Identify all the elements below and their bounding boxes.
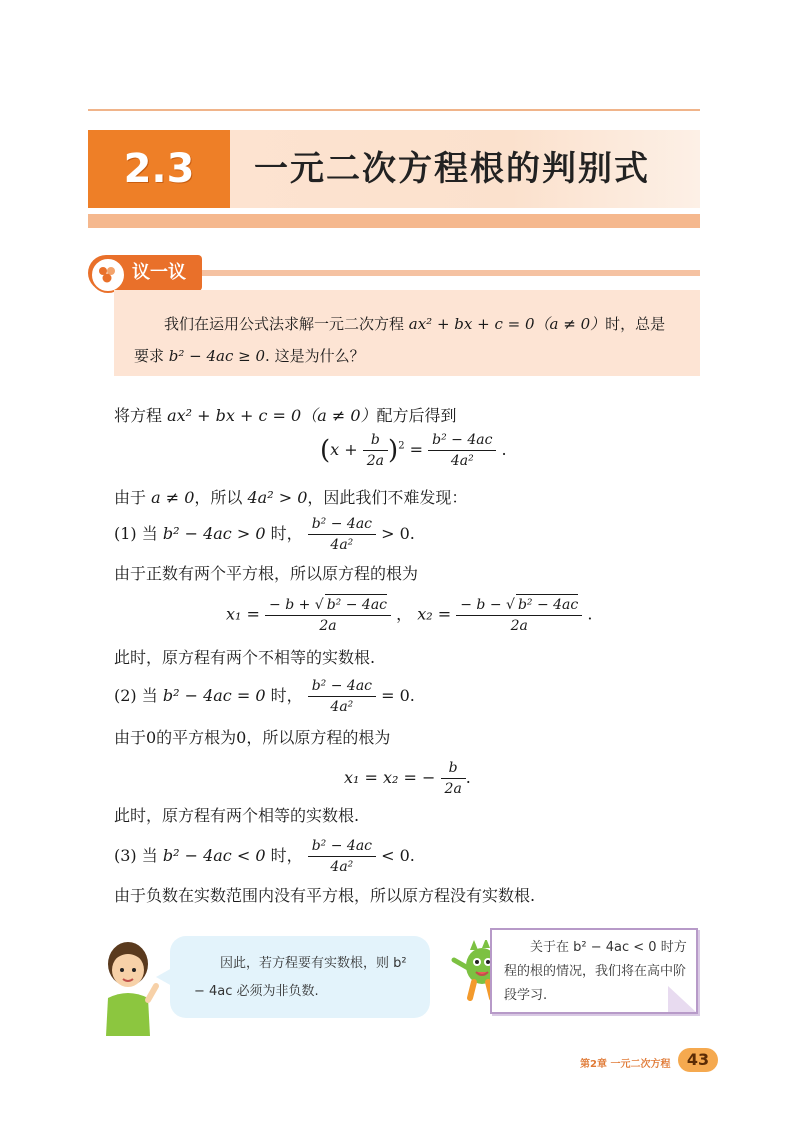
page-number: 43 (678, 1048, 718, 1072)
case-3: (3) 当 b² − 4ac < 0 时， $\frac{\text{b² − 4ac}}{\text{4a²}}$ < 0. (114, 838, 415, 875)
equal-roots-formula: x₁ = x₂ = − $\frac{b}{2a}$ . (344, 760, 471, 797)
case-2-line-2: 由于0的平方根为0，所以原方程的根为 (114, 728, 391, 747)
note-card (490, 928, 698, 1014)
bubble-text: 因此，若方程要有实数根，则 b² − 4ac 必须为非负数. (194, 956, 407, 999)
note-text: 关于在 b² − 4ac < 0 时方程的根的情况，我们将在高中阶段学习. (504, 940, 687, 1003)
discuss-text: 我们在运用公式法求解一元二次方程 ax² + bx + c = 0（a ≠ 0）时，总是要求 b² − 4ac ≥ 0. 这是为什么？ (134, 315, 666, 365)
discuss-label: 议一议 (132, 262, 186, 283)
case-1: (1) 当 b² − 4ac > 0 时， $\frac{\text{b² − 4ac}}{\text{4a²}}$ > 0. (114, 516, 415, 553)
case-1-line-2: 由于正数有两个平方根，所以原方程的根为 (114, 564, 419, 583)
speech-bubble (170, 936, 430, 1018)
roots-formula: x₁ = $\frac{\text{− b + √ b² − 4ac}}{2a}$ ， x₂ = $\frac{\text{− b − √ b² − 4ac}}{2a}$ . (226, 594, 592, 636)
section-number: 2.3 (88, 130, 230, 208)
discuss-people-icon (90, 257, 126, 293)
case-3-conclusion: 由于负数在实数范围内没有平方根，所以原方程没有实数根. (114, 886, 536, 905)
chapter-footer: 第2章 一元二次方程 (580, 1059, 671, 1070)
body-line-3: 由于 a ≠ 0，所以 4a² > 0，因此我们不难发现： (114, 488, 468, 507)
discuss-strip (200, 270, 700, 276)
completed-square-equation: (x + $\frac{b}{2a}$ )$^2$ = $\frac{\text{b² − 4ac}}{\text{4a²}}$ . (320, 432, 507, 469)
section-title: 一元二次方程根的判别式 (254, 149, 650, 189)
banner-strip (88, 214, 700, 228)
discuss-box (114, 290, 700, 376)
top-rule (88, 109, 700, 111)
body-line-1: 将方程 ax² + bx + c = 0（a ≠ 0）配方后得到 (114, 406, 457, 425)
boy-illustration (98, 940, 162, 1036)
case-2: (2) 当 b² − 4ac = 0 时， $\frac{\text{b² − 4ac}}{\text{4a²}}$ = 0. (114, 678, 415, 715)
section-banner (88, 130, 700, 228)
case-1-conclusion: 此时，原方程有两个不相等的实数根. (114, 648, 376, 667)
discuss-tab (88, 255, 202, 291)
note-page-curl (668, 986, 696, 1012)
case-2-conclusion: 此时，原方程有两个相等的实数根. (114, 806, 360, 825)
